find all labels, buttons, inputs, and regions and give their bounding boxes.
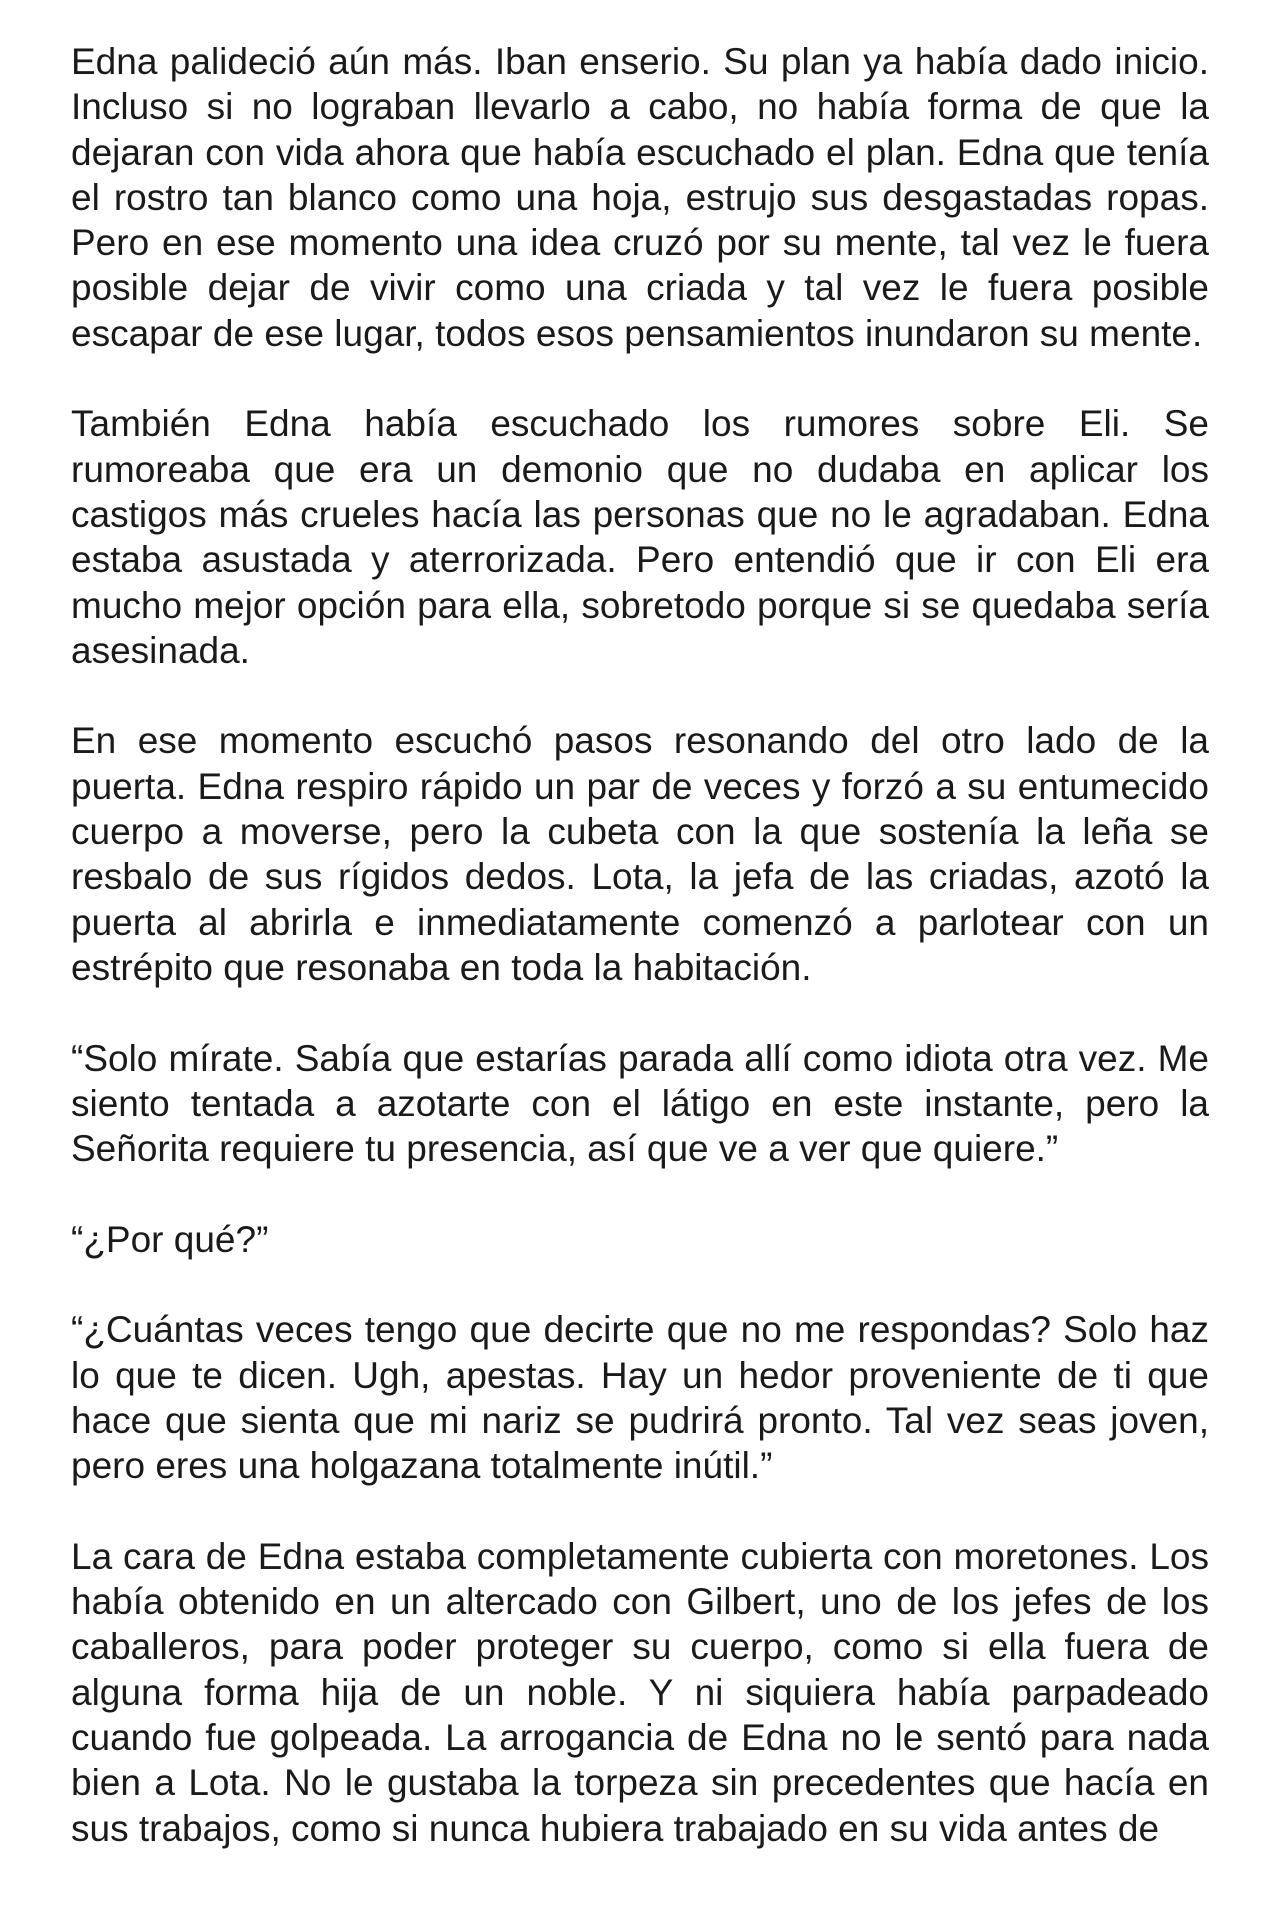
paragraph-edna-question: “¿Por qué?” — [71, 1218, 269, 1260]
paragraph-lota-scolding: “¿Cuántas veces tengo que decirte que no me respondas? Solo haz lo que te dicen. Ugh, apestas. Hay un hedor proveniente de ti que hace que sienta que mi nariz se pudrirá pronto. Tal vez seas joven, pero eres una holgazana totalmente inútil.” — [71, 1309, 1209, 1487]
paragraph-lota-dialogue: “Solo mírate. Sabía que estarías parada allí como idiota otra vez. Me siento tentada a azotarte con el látigo en este instante, pero la Señorita requiere tu presencia, así que ve a ver que quiere.” — [71, 1037, 1209, 1170]
paragraph-edna-pale: Edna palideció aún más. Iban enserio. Su plan ya había dado inicio. Incluso si no lograban llevarlo a cabo, no había forma de que la dejaran con vida ahora que había escuchado el plan. Edna que tenía el rostro tan blanco como una hoja, estrujo sus desgastadas ropas. Pero en ese momento una idea cruzó por su mente, tal vez le fuera posible dejar de vivir como una criada y tal vez le fuera posible escapar de ese lugar, todos esos pensamientos inundaron su mente. — [71, 41, 1209, 354]
paragraph-bruised-face: La cara de Edna estaba completamente cubierta con moretones. Los había obtenido en un altercado con Gilbert, uno de los jefes de los caballeros, para poder proteger su cuerpo, como si ella fuera de alguna forma hija de un noble. Y ni siquiera había parpadeado cuando fue golpeada. La arrogancia de Edna no le sentó para nada bien a Lota. No le gustaba la torpeza sin precedentes que hacía en sus trabajos, como si nunca hubiera trabajado en su vida antes de — [71, 1535, 1209, 1849]
document-page — [71, 39, 1209, 1896]
paragraph-lota-enters: En ese momento escuchó pasos resonando del otro lado de la puerta. Edna respiro rápido un par de veces y forzó a su entumecido cuerpo a moverse, pero la cubeta con la que sostenía la leña se resbalo de sus rígidos dedos. Lota, la jefa de las criadas, azotó la puerta al abrirla e inmediatamente comenzó a parlotear con un estrépito que resonaba en toda la habitación. — [71, 720, 1209, 988]
paragraph-rumors-eli: También Edna había escuchado los rumores sobre Eli. Se rumoreaba que era un demonio que no dudaba en aplicar los castigos más crueles hacía las personas que no le agradaban. Edna estaba asustada y aterrorizada. Pero entendió que ir con Eli era mucho mejor opción para ella, sobretodo porque si se quedaba sería asesinada. — [71, 403, 1209, 671]
